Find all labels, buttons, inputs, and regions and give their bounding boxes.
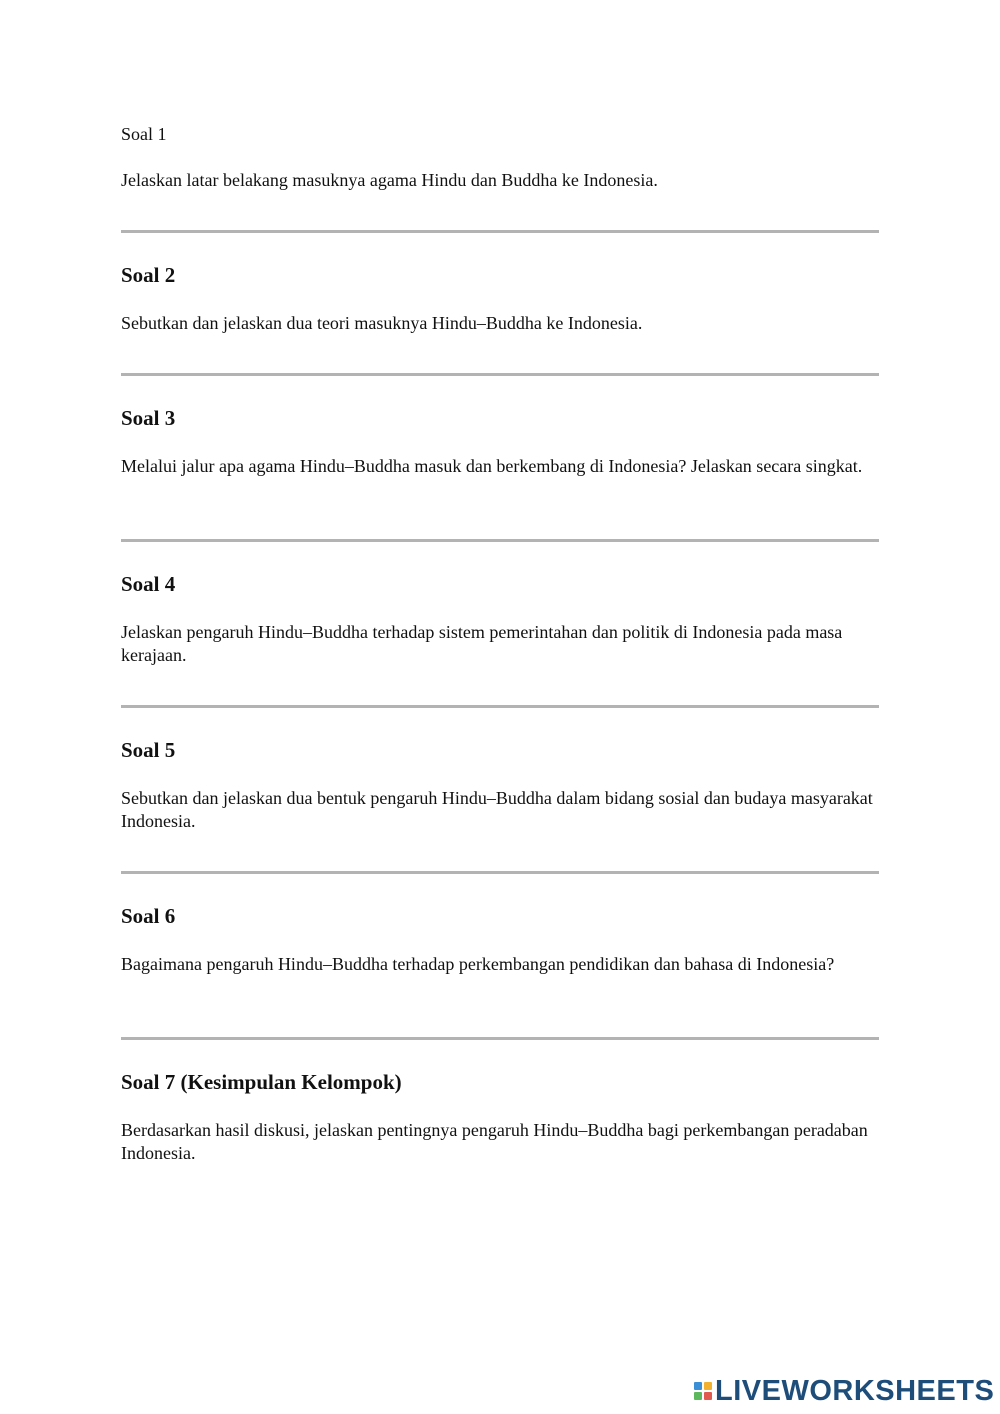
question-7-text: Berdasarkan hasil diskusi, jelaskan pentingnya pengaruh Hindu–Buddha bagi perkembangan peradaban Indonesia. (121, 1120, 868, 1163)
question-5-title: Soal 5 (121, 738, 176, 762)
question-7 (121, 1069, 879, 1095)
divider (121, 539, 879, 542)
question-3-title: Soal 3 (121, 406, 176, 430)
divider (121, 1037, 879, 1040)
question-3 (121, 405, 879, 431)
divider (121, 230, 879, 233)
question-2-text: Sebutkan dan jelaskan dua teori masuknya Hindu–Buddha ke Indonesia. (121, 313, 643, 333)
question-4-text: Jelaskan pengaruh Hindu–Buddha terhadap sistem pemerintahan dan politik di Indonesia pada masa kerajaan. (121, 622, 843, 665)
brand-name: LIVEWORKSHEETS (715, 1375, 995, 1407)
question-7-title: Soal 7 (Kesimpulan Kelompok) (121, 1070, 402, 1094)
question-3-text: Melalui jalur apa agama Hindu–Buddha masuk dan berkembang di Indonesia? Jelaskan secara singkat. (121, 456, 863, 476)
question-1-title: Soal 1 (121, 124, 167, 144)
question-1 (121, 121, 879, 147)
question-2-title: Soal 2 (121, 263, 176, 287)
liveworksheets-logo[interactable] (694, 1376, 994, 1406)
question-2 (121, 262, 879, 288)
question-5 (121, 737, 879, 763)
divider (121, 373, 879, 376)
divider (121, 705, 879, 708)
question-4 (121, 571, 879, 597)
question-6-title: Soal 6 (121, 904, 176, 928)
divider (121, 871, 879, 874)
question-4-title: Soal 4 (121, 572, 176, 596)
liveworksheets-logo-icon (694, 1382, 712, 1400)
question-5-text: Sebutkan dan jelaskan dua bentuk pengaruh Hindu–Buddha dalam bidang sosial dan budaya masyarakat Indonesia. (121, 788, 873, 831)
question-6-text: Bagaimana pengaruh Hindu–Buddha terhadap perkembangan pendidikan dan bahasa di Indonesia? (121, 954, 835, 974)
question-1-text: Jelaskan latar belakang masuknya agama Hindu dan Buddha ke Indonesia. (121, 170, 658, 190)
question-6 (121, 903, 879, 929)
